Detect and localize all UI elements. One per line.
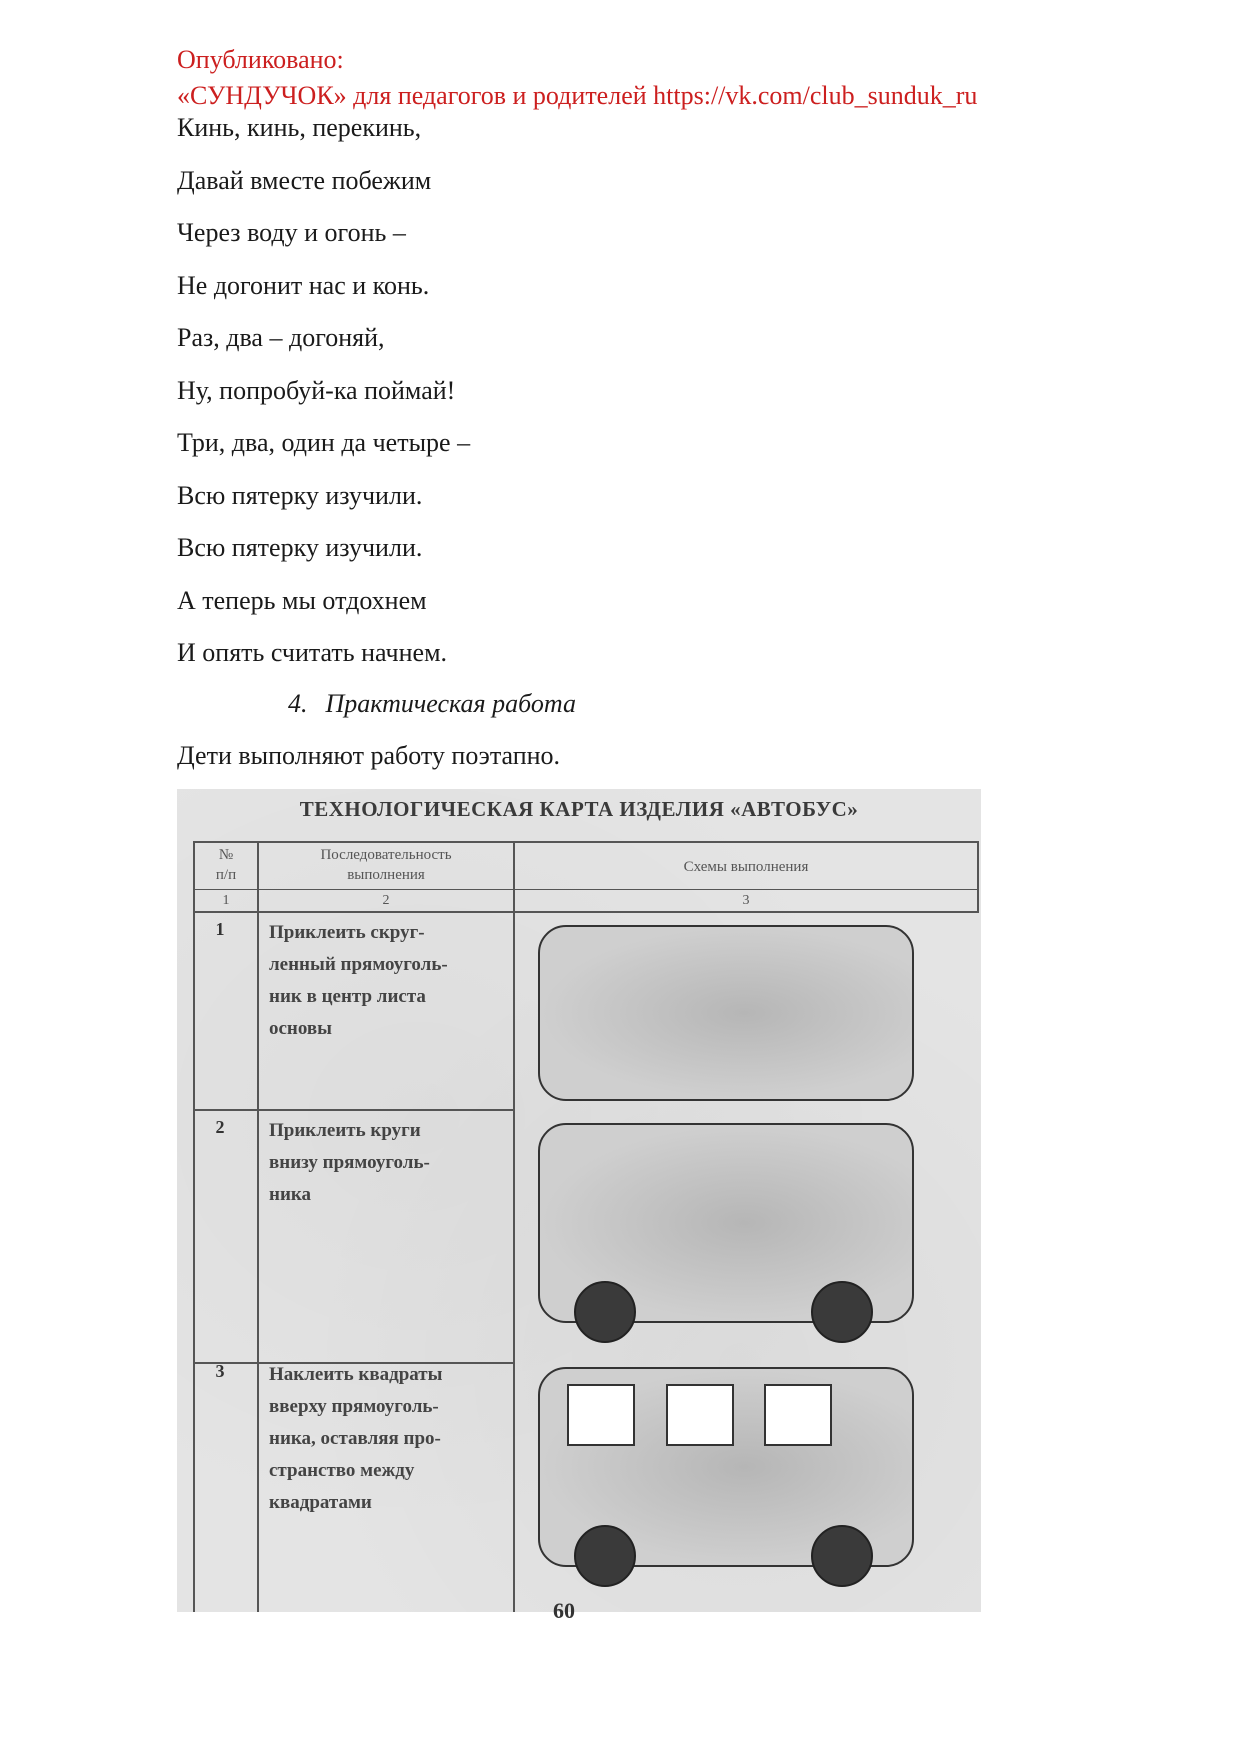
step-description: Наклеить квадраты вверху прямоуголь- ника, оставляя про- странство между квадратами (269, 1364, 443, 1513)
poem-line: Ну, попробуй-ка поймай! (177, 375, 456, 405)
bus-window-square (567, 1384, 635, 1446)
poem-line: Не догонит нас и конь. (177, 270, 430, 300)
scan-page-number: 60 (553, 1598, 575, 1623)
section-heading (288, 686, 576, 722)
row-number: 2 (215, 1117, 225, 1137)
poem-line: Всю пятерку изучили. (177, 480, 423, 510)
table-row-divider (193, 1109, 513, 1111)
table-border-right (977, 841, 979, 913)
row-number: 1 (215, 919, 225, 939)
published-note (177, 42, 977, 114)
bus-wheel (811, 1281, 873, 1343)
poem-line: И опять считать начнем. (177, 638, 448, 667)
table-border-top (193, 841, 979, 843)
poem-line: Давай вместе побежим (177, 165, 432, 195)
section-number: 4. (288, 689, 308, 718)
row-number: 3 (215, 1361, 225, 1381)
poem-line: Всю пятерку изучили. (177, 533, 423, 562)
poem (177, 110, 470, 688)
table-header-divider (193, 889, 979, 890)
section-intro: Дети выполняют работу поэтапно. (177, 741, 561, 770)
bus-window-square (666, 1384, 734, 1446)
scanned-tech-card (177, 789, 981, 1612)
col-index: 1 (222, 893, 230, 908)
col-header-number: № п/п (215, 847, 237, 883)
section-title: Практическая работа (325, 689, 576, 718)
poem-line: Через воду и огонь – (177, 218, 406, 247)
col-index: 2 (382, 893, 390, 908)
table-col-divider (257, 841, 259, 1612)
source-link[interactable]: «СУНДУЧОК» для педагогов и родителей https://vk.com/club_sunduk_ru (177, 81, 978, 110)
bus-wheel (574, 1281, 636, 1343)
bus-body-rectangle (538, 925, 914, 1101)
bus-wheel (574, 1525, 636, 1587)
col-index: 3 (742, 893, 750, 908)
poem-line: Раз, два – догоняй, (177, 323, 385, 352)
col-header-sequence: Последовательность выполнения (320, 847, 452, 883)
poem-line: Кинь, кинь, перекинь, (177, 113, 422, 142)
col-header-schemes: Схемы выполнения (683, 859, 809, 875)
published-label: Опубликовано: (177, 45, 344, 74)
poem-line: А теперь мы отдохнем (177, 585, 427, 615)
bus-window-square (764, 1384, 832, 1446)
table-colnum-divider (193, 911, 979, 913)
step-description: Приклеить круги внизу прямоуголь- ника (269, 1120, 430, 1205)
table-border-left (193, 841, 195, 1612)
step-description: Приклеить скруг- ленный прямоуголь- ник в центр листа основы (269, 922, 448, 1039)
bus-wheel (811, 1525, 873, 1587)
tech-card-title: ТЕХНОЛОГИЧЕСКАЯ КАРТА ИЗДЕЛИЯ «АВТОБУС» (299, 797, 859, 821)
poem-line: Три, два, один да четыре – (177, 428, 471, 457)
table-col-divider (513, 841, 515, 1612)
